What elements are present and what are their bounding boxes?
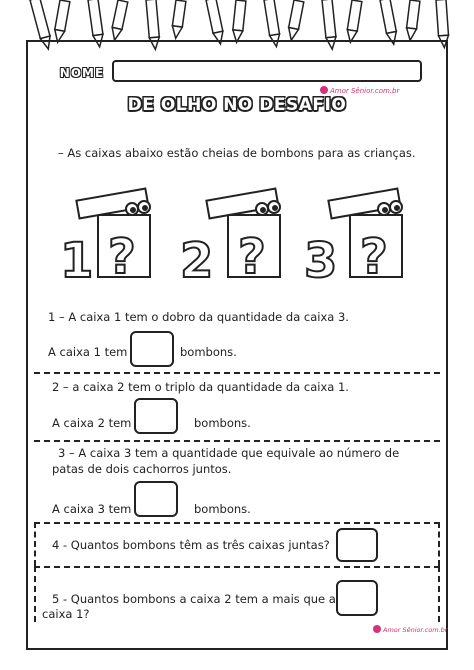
name-field[interactable]: [112, 60, 422, 82]
q3-answer-box[interactable]: [134, 481, 178, 517]
q5-statement-line1: 5 - Quantos bombons a caixa 2 tem a mais que a: [52, 592, 336, 606]
q1-statement: 1 – A caixa 1 tem o dobro da quantidade da caixa 3.: [48, 310, 349, 324]
q1-answer-prefix: A caixa 1 tem: [48, 345, 128, 359]
candy-boxes-illustration: [50, 185, 430, 285]
divider: [34, 566, 440, 568]
box-1-number: 1: [60, 233, 94, 285]
divider: [34, 440, 440, 442]
box-2-number: 2: [180, 233, 214, 285]
site-logo: [372, 622, 452, 636]
q3-answer-prefix: A caixa 3 tem: [52, 502, 132, 516]
q2-answer-suffix: bombons.: [194, 416, 251, 430]
divider: [34, 372, 440, 374]
q3-statement-line2: patas de dois cachorros juntos.: [52, 462, 232, 476]
q3-answer-suffix: bombons.: [194, 502, 251, 516]
q1-answer-box[interactable]: [130, 331, 174, 367]
box-3-number: 3: [304, 233, 338, 285]
q3-statement-line1: 3 – A caixa 3 tem a quantidade que equivale ao número de: [58, 446, 400, 460]
q2-answer-prefix: A caixa 2 tem: [52, 416, 132, 430]
q5-answer-box[interactable]: [336, 580, 378, 616]
box-1-question-mark: ?: [108, 229, 136, 285]
box-3-question-mark: ?: [360, 229, 388, 285]
svg-text:Amor Sênior.com.br: Amor Sênior.com.br: [383, 626, 448, 634]
q4-answer-box[interactable]: [336, 528, 378, 562]
q2-answer-box[interactable]: [134, 398, 178, 434]
divider: [34, 566, 36, 622]
intro-text: – As caixas abaixo estão cheias de bombons para as crianças.: [58, 146, 416, 160]
page-title: DE OLHO NO DESAFIO: [127, 95, 347, 115]
name-label: NOME: [59, 66, 105, 80]
divider: [34, 522, 36, 566]
svg-text:Amor Sênior.com.br: Amor Sênior.com.br: [330, 87, 400, 95]
q5-statement-line2: caixa 1?: [42, 607, 90, 621]
q2-statement: 2 – a caixa 2 tem o triplo da quantidade da caixa 1.: [52, 380, 349, 394]
box-2-question-mark: ?: [238, 229, 266, 285]
divider: [34, 522, 440, 524]
divider: [438, 522, 440, 566]
divider: [438, 566, 440, 622]
q1-answer-suffix: bombons.: [180, 345, 237, 359]
q4-statement: 4 - Quantos bombons têm as três caixas juntas?: [52, 538, 330, 552]
